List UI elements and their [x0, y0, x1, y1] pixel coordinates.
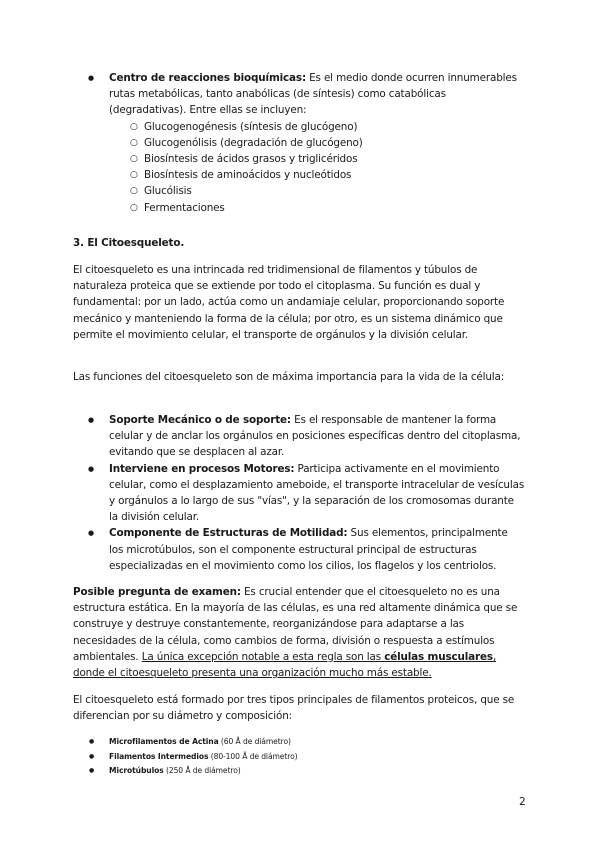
functions-section: [73, 412, 525, 574]
filament-name: Microtúbulos: [109, 766, 164, 775]
list-item: [73, 70, 525, 119]
list-item: ○ Fermentaciones: [73, 200, 525, 216]
pathway-sublist: [73, 119, 525, 216]
exam-note-text: Es crucial entender que el citoesqueleto no es una estructura estática. En la mayoría de las células, es una red altamente dinámica que se construye y destruye constantemente, reorganizándose para adaptarse a las necesidades de la célula, como cambios de forma, división o respuesta a estímulos ambientales.: [73, 586, 518, 663]
list-item: ○ Biosíntesis de ácidos grasos y triglicéridos: [73, 151, 525, 167]
function-text: Es el responsable de mantener la forma celular y de anclar los orgánulos en posiciones específicas dentro del citoplasma, evitando que se desplacen al azar.: [109, 414, 521, 459]
metabolism-section: [73, 70, 525, 216]
filament-detail: (80-100 Å de diámetro): [208, 751, 298, 761]
metabolism-bullet-list: [73, 70, 525, 119]
list-item: [73, 764, 525, 779]
section-heading: 3. El Citoesqueleto.: [73, 237, 185, 249]
function-text: Sus elementos, principalmente los microtúbulos, son el componente estructural principal de estructuras especializadas en el movimiento como los cilios, los flagelos y los centriolos.: [109, 527, 508, 572]
functions-bullet-list: [73, 412, 525, 574]
filament-name: Filamentos Intermedios: [109, 751, 209, 761]
list-item: [73, 461, 525, 526]
page-number: 2: [519, 796, 526, 808]
filament-detail: (250 Å de diámetro): [163, 766, 241, 775]
function-title: Soporte Mecánico o de soporte:: [109, 414, 291, 426]
list-item: ○ Glucólisis: [73, 183, 525, 199]
exam-note-highlight: células musculares: [384, 650, 493, 663]
filament-detail: (60 Å de diámetro): [218, 737, 291, 746]
list-item: ○ Glucogenólisis (degradación de glucógeno): [73, 135, 525, 151]
function-text: Participa activamente en el movimiento celular, como el desplazamiento ameboide, el transporte intracelular de vesículas y orgánulos a lo largo de sus "vías", y la separación de los cromosomas durante la división celular.: [109, 462, 525, 524]
exam-note-underlined-text-end: , donde el citoesqueleto presenta una organización mucho más estable.: [73, 650, 497, 680]
list-item: [73, 412, 525, 461]
list-item: ○ Glucogenogénesis (síntesis de glucógeno): [73, 119, 525, 135]
bullet-bold-lead: Centro de reacciones bioquímicas:: [109, 72, 306, 84]
functions-intro-paragraph: Las funciones del citoesqueleto son de máxima importancia para la vida de la célula:: [73, 371, 505, 383]
list-item: ○ Biosíntesis de aminoácidos y nucleótidos: [73, 167, 525, 183]
exam-note-label: Posible pregunta de examen:: [73, 586, 241, 598]
intro-paragraph: El citoesqueleto es una intrincada red tridimensional de filamentos y túbulos de naturaleza proteica que se extiende por todo el citoplasma. Su función es dual y fundamental: por un lado, actúa como un andamiaje celular, proporcionando soporte mecánico y manteniendo la forma de la célula; por otro, es un sistema dinámico que permite el movimiento celular, el transporte de orgánulos y la división celular.: [73, 264, 505, 341]
bullet-text: Es el medio donde ocurren innumerables rutas metabólicas, tanto anabólicas (de síntesis) como catabólicas (degradativas). Entre ellas se incluyen:: [109, 72, 517, 117]
filaments-bullet-list: [73, 735, 525, 779]
filament-types-paragraph: El citoesqueleto está formado por tres tipos principales de filamentos proteicos, que se diferencian por su diámetro y composición:: [73, 694, 515, 723]
exam-note-paragraph: [73, 584, 525, 681]
filament-name: Microfilamentos de Actina: [109, 737, 219, 746]
list-item: [73, 525, 525, 574]
function-title: Componente de Estructuras de Motilidad:: [109, 527, 348, 540]
function-title: Interviene en procesos Motores:: [109, 462, 295, 475]
filaments-section: [73, 735, 525, 779]
list-item: [73, 735, 525, 750]
list-item: [73, 750, 525, 765]
exam-note-underlined-text: La única excepción notable a esta regla son las: [141, 650, 385, 663]
